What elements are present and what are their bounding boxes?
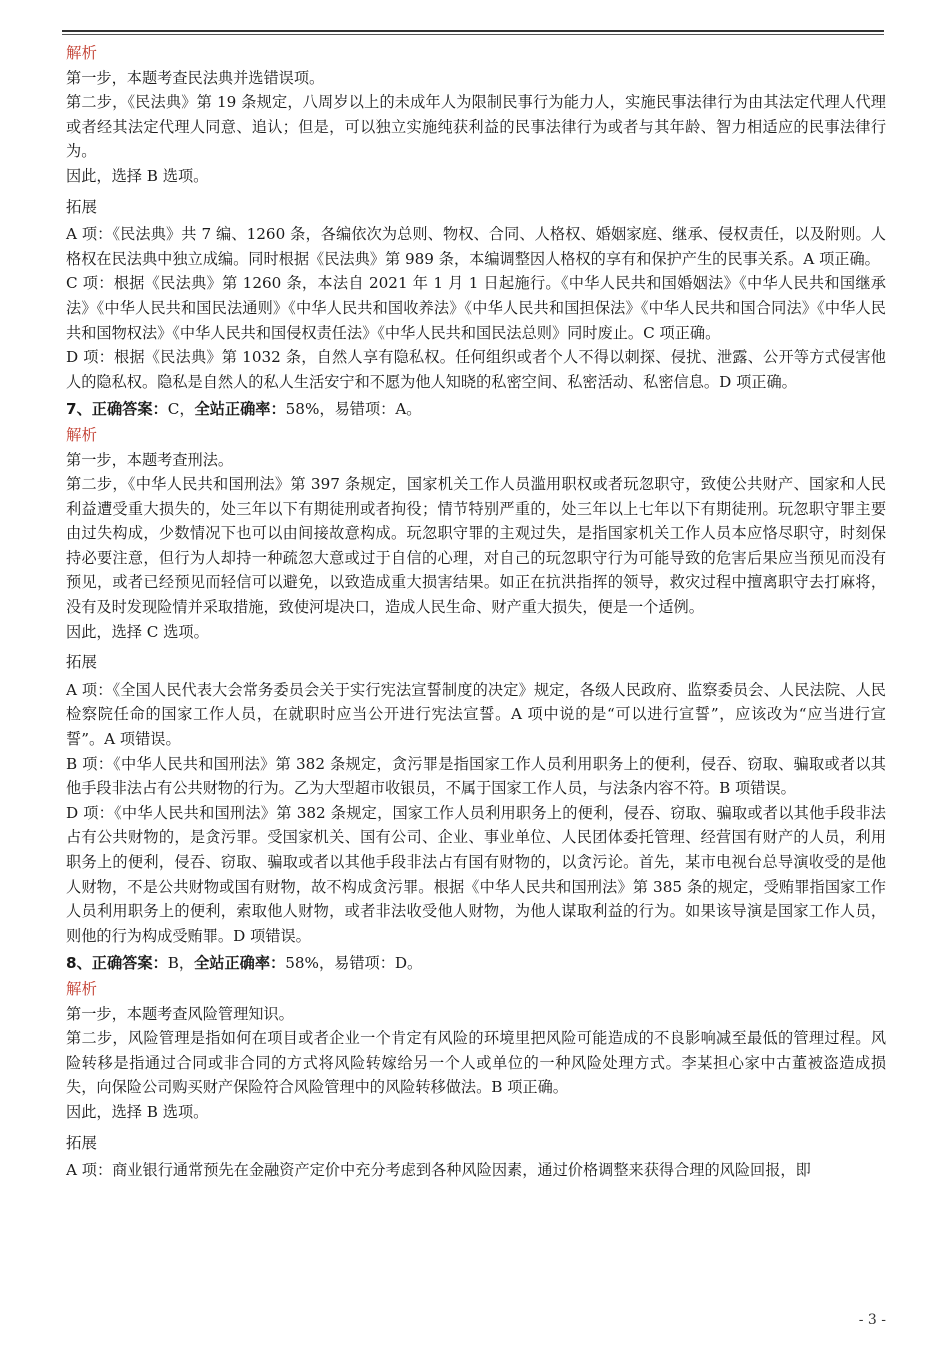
question-number: 8、	[66, 954, 92, 973]
analysis-paragraph: 第二步，风险管理是指如何在项目或者企业一个肯定有风险的环境里把风险可能造成的不良影响减至最低的管理过程。风险转移是指通过合同或非合同的方式将风险转嫁给另一个人或单位的一种风险处理方式。李某担心家中古董被盗造成损失，向保险公司购买财产保险符合风险管理中的风险转移做法。B 项正确。	[66, 1029, 886, 1097]
question-number: 7、	[66, 400, 92, 419]
extension-paragraph: A 项：《全国人民代表大会常务委员会关于实行宪法宣誓制度的决定》规定，各级人民政府、监察委员会、人民法院、人民检察院任命的国家工作人员，在就职时应当公开进行宪法宣誓。A 项中说的是“可以进行宣誓”，应该改为“应当进行宣誓”。A 项错误。	[66, 680, 886, 749]
extension-heading: 拓展	[66, 197, 98, 216]
analysis-paragraph: 因此，选择 C 选项。	[66, 622, 209, 641]
analysis-paragraph: 第一步，本题考查风险管理知识。	[66, 1004, 294, 1023]
analysis-paragraph: 第二步，《中华人民共和国刑法》第 397 条规定，国家机关工作人员滥用职权或者玩忽职守，致使公共财产、国家和人民利益遭受重大损失的，处三年以下有期徒刑或者拘役；情节特别严重的，处三年以上七年以下有期徒刑。玩忽职守罪主要由过失构成，少数情况下也可以由间接故意构成。玩忽职守罪的主观过失，是指国家机关工作人员本应恪尽职守，时刻保持必要注意，但行为人却持一种疏忽大意或过于自信的心理，对自己的玩忽职守行为可能导致的危害后果应当预见而没有预见，或者已经预见而轻信可以避免，以致造成重大损害结果。如正在抗洪指挥的领导，救灾过程中擅离职守去打麻将，没有及时发现险情并采取措施，致使河堤决口，造成人民生命、财产重大损失，便是一个适例。	[66, 475, 886, 617]
page-number: - 3 -	[858, 1312, 886, 1328]
analysis-paragraph: 第二步，《民法典》第 19 条规定，八周岁以上的未成年人为限制民事行为能力人，实施民事法律行为由其法定代理人代理或者经其法定代理人同意、追认；但是，可以独立实施纯获利益的民事法律行为或者与其年龄、智力相适应的民事法律行为。	[66, 93, 886, 161]
answer-label: 正确答案：	[91, 400, 168, 419]
answer-label: 正确答案：	[91, 954, 168, 973]
extension-heading: 拓展	[66, 653, 98, 672]
extension-paragraph: B 项：《中华人民共和国刑法》第 382 条规定，贪污罪是指国家工作人员利用职务上的便利，侵吞、窃取、骗取或者以其他手段非法占有公共财物的行为。乙为大型超市收银员，不属于国家工作人员，与法条内容不符。B 项错误。	[66, 754, 886, 798]
answer-value: C，	[167, 400, 195, 419]
analysis-heading: 解析	[66, 44, 98, 62]
extension-heading: 拓展	[66, 1133, 98, 1152]
analysis-heading: 解析	[66, 425, 98, 444]
rate-value: 58%，易错项：A。	[285, 400, 422, 419]
analysis-paragraph: 第一步，本题考查民法典并选错误项。	[66, 68, 325, 87]
analysis-paragraph: 因此，选择 B 选项。	[66, 1102, 209, 1121]
question-answer-line	[66, 397, 886, 422]
rate-label: 全站正确率：	[194, 954, 286, 973]
extension-paragraph: C 项：根据《民法典》第 1260 条，本法自 2021 年 1 月 1 日起施行。《中华人民共和国婚姻法》《中华人民共和国继承法》《中华人民共和国民法通则》《中华人民共和国收养法》《中华人民共和国担保法》《中华人民共和国合同法》《中华人民共和国物权法》《中华人民共和国侵权责任法》《中华人民共和国民法总则》同时废止。C 项正确。	[66, 274, 886, 342]
header-rule	[62, 30, 884, 32]
analysis-paragraph: 第一步，本题考查刑法。	[66, 450, 234, 469]
extension-paragraph: A 项：《民法典》共 7 编、1260 条，各编依次为总则、物权、合同、人格权、婚姻家庭、继承、侵权责任，以及附则。人格权在民法典中独立成编。同时根据《民法典》第 989 条，本编调整因人格权的享有和保护产生的民事关系。A 项正确。	[66, 225, 886, 268]
extension-paragraph: A 项：商业银行通常预先在金融资产定价中充分考虑到各种风险因素，通过价格调整来获得合理的风险回报，即	[66, 1161, 811, 1180]
extension-paragraph: D 项：《中华人民共和国刑法》第 382 条规定，国家工作人员利用职务上的便利，侵吞、窃取、骗取或者以其他手段非法占有公共财物的，是贪污罪。受国家机关、国有公司、企业、事业单位、人民团体委托管理、经营国有财产的人员，利用职务上的便利，侵吞、窃取、骗取或者以其他手段非法占有国有财物的，以贪污论。首先，某市电视台总导演收受的是他人财物，不是公共财物或国有财物，故不构成贪污罪。根据《中华人民共和国刑法》第 385 条的规定，受贿罪指国家工作人员利用职务上的便利，索取他人财物，或者非法收受他人财物，为他人谋取利益的行为。如果该导演是国家工作人员，则他的行为构成受贿罪。D 项错误。	[66, 803, 886, 945]
question-answer-line	[66, 951, 886, 976]
rate-label: 全站正确率：	[194, 400, 286, 419]
rate-value: 58%，易错项：D。	[285, 954, 423, 973]
analysis-paragraph: 因此，选择 B 选项。	[66, 166, 209, 185]
answer-value: B，	[167, 954, 195, 973]
header-rule-thin	[62, 34, 884, 35]
page-content	[66, 40, 886, 1183]
extension-paragraph: D 项：根据《民法典》第 1032 条，自然人享有隐私权。任何组织或者个人不得以刺探、侵扰、泄露、公开等方式侵害他人的隐私权。隐私是自然人的私人生活安宁和不愿为他人知晓的私密空间、私密活动、私密信息。D 项正确。	[66, 348, 886, 391]
analysis-heading: 解析	[66, 979, 98, 998]
